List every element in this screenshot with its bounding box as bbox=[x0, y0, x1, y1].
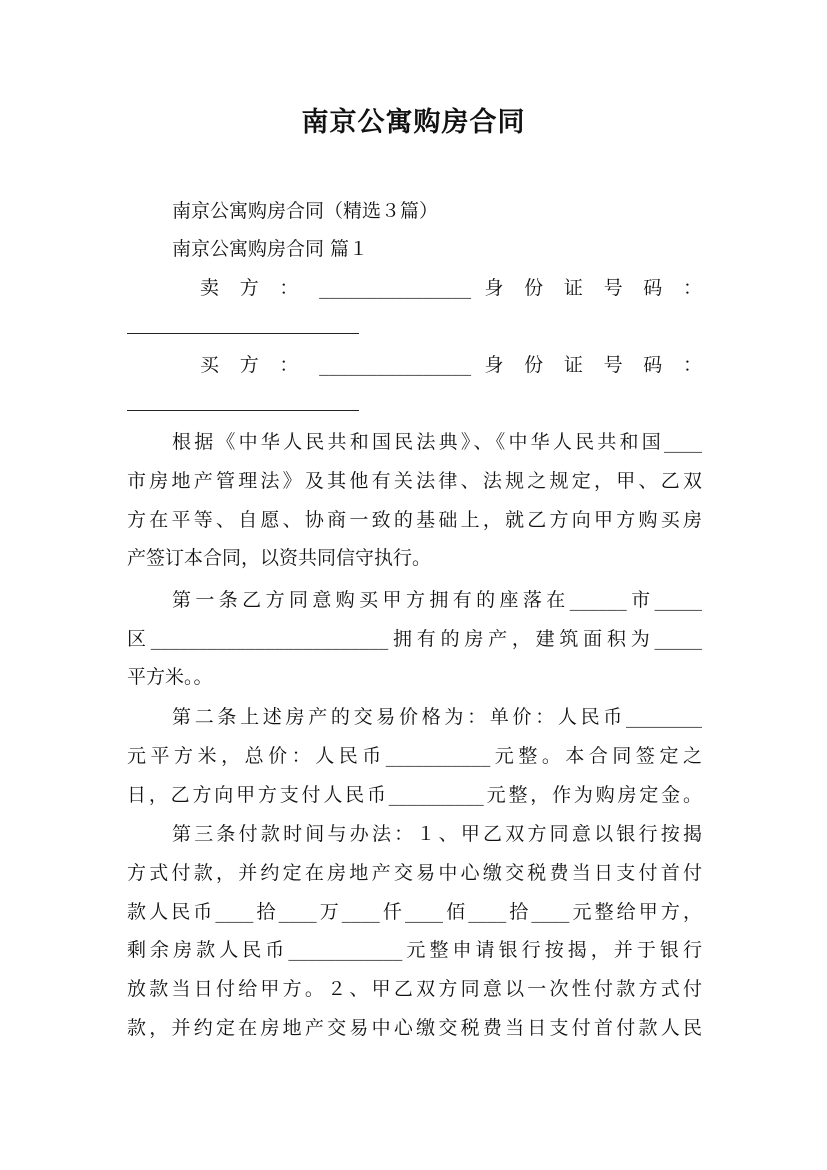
paragraph-line: 方在平等、自愿、协商一致的基础上，就乙方向甲方购买房 bbox=[127, 509, 702, 531]
paragraph-line: 第一条乙方同意购买甲方拥有的座落在______市_____ bbox=[172, 589, 702, 611]
paragraph-line: 方式付款，并约定在房地产交易中心缴交税费当日支付首付 bbox=[127, 862, 702, 884]
seller-line: 卖 方 ： ________________ 身 份 证 号 码 ： bbox=[200, 277, 702, 299]
paragraph-line: 平方米。。 bbox=[127, 666, 213, 688]
paragraph-line: 元平方米，总价：人民币___________元整。本合同签定之 bbox=[127, 745, 702, 767]
paragraph-line: 产签订本合同，以资共同信守执行。 bbox=[127, 547, 432, 569]
document-title: 南京公寓购房合同 bbox=[301, 107, 526, 138]
paragraph-line: 市房地产管理法》及其他有关法律、法规之规定，甲、乙双 bbox=[127, 470, 702, 492]
paragraph-line: 放款当日付给甲方。２、甲乙双方同意以一次性付款方式付 bbox=[127, 978, 702, 1000]
buyer-id-blank bbox=[127, 410, 359, 411]
paragraph-line: 区_________________________拥有的房产，建筑面积为_____ bbox=[127, 628, 702, 650]
section-heading: 南京公寓购房合同 篇１ bbox=[172, 238, 369, 260]
paragraph-line: 第三条付款时间与办法：１、甲乙双方同意以银行按揭 bbox=[172, 823, 702, 845]
document-subtitle: 南京公寓购房合同（精选３篇） bbox=[172, 200, 439, 222]
paragraph-line: 第二条上述房产的交易价格为：单价：人民币________ bbox=[172, 706, 702, 728]
paragraph-line: 款，并约定在房地产交易中心缴交税费当日支付首付款人民 bbox=[127, 1017, 702, 1039]
seller-id-blank bbox=[127, 333, 359, 334]
paragraph-line: 日，乙方向甲方支付人民币__________元整，作为购房定金。 bbox=[127, 784, 702, 806]
paragraph-line: 剩余房款人民币____________元整申请银行按揭，并于银行 bbox=[127, 939, 702, 961]
buyer-line: 买 方 ： ________________ 身 份 证 号 码 ： bbox=[200, 354, 702, 376]
paragraph-line: 根据《中华人民共和国民法典》、《中华人民共和国____ bbox=[172, 431, 702, 453]
paragraph-line: 款人民币____拾____万____仟____佰____拾____元整给甲方， bbox=[127, 901, 702, 923]
